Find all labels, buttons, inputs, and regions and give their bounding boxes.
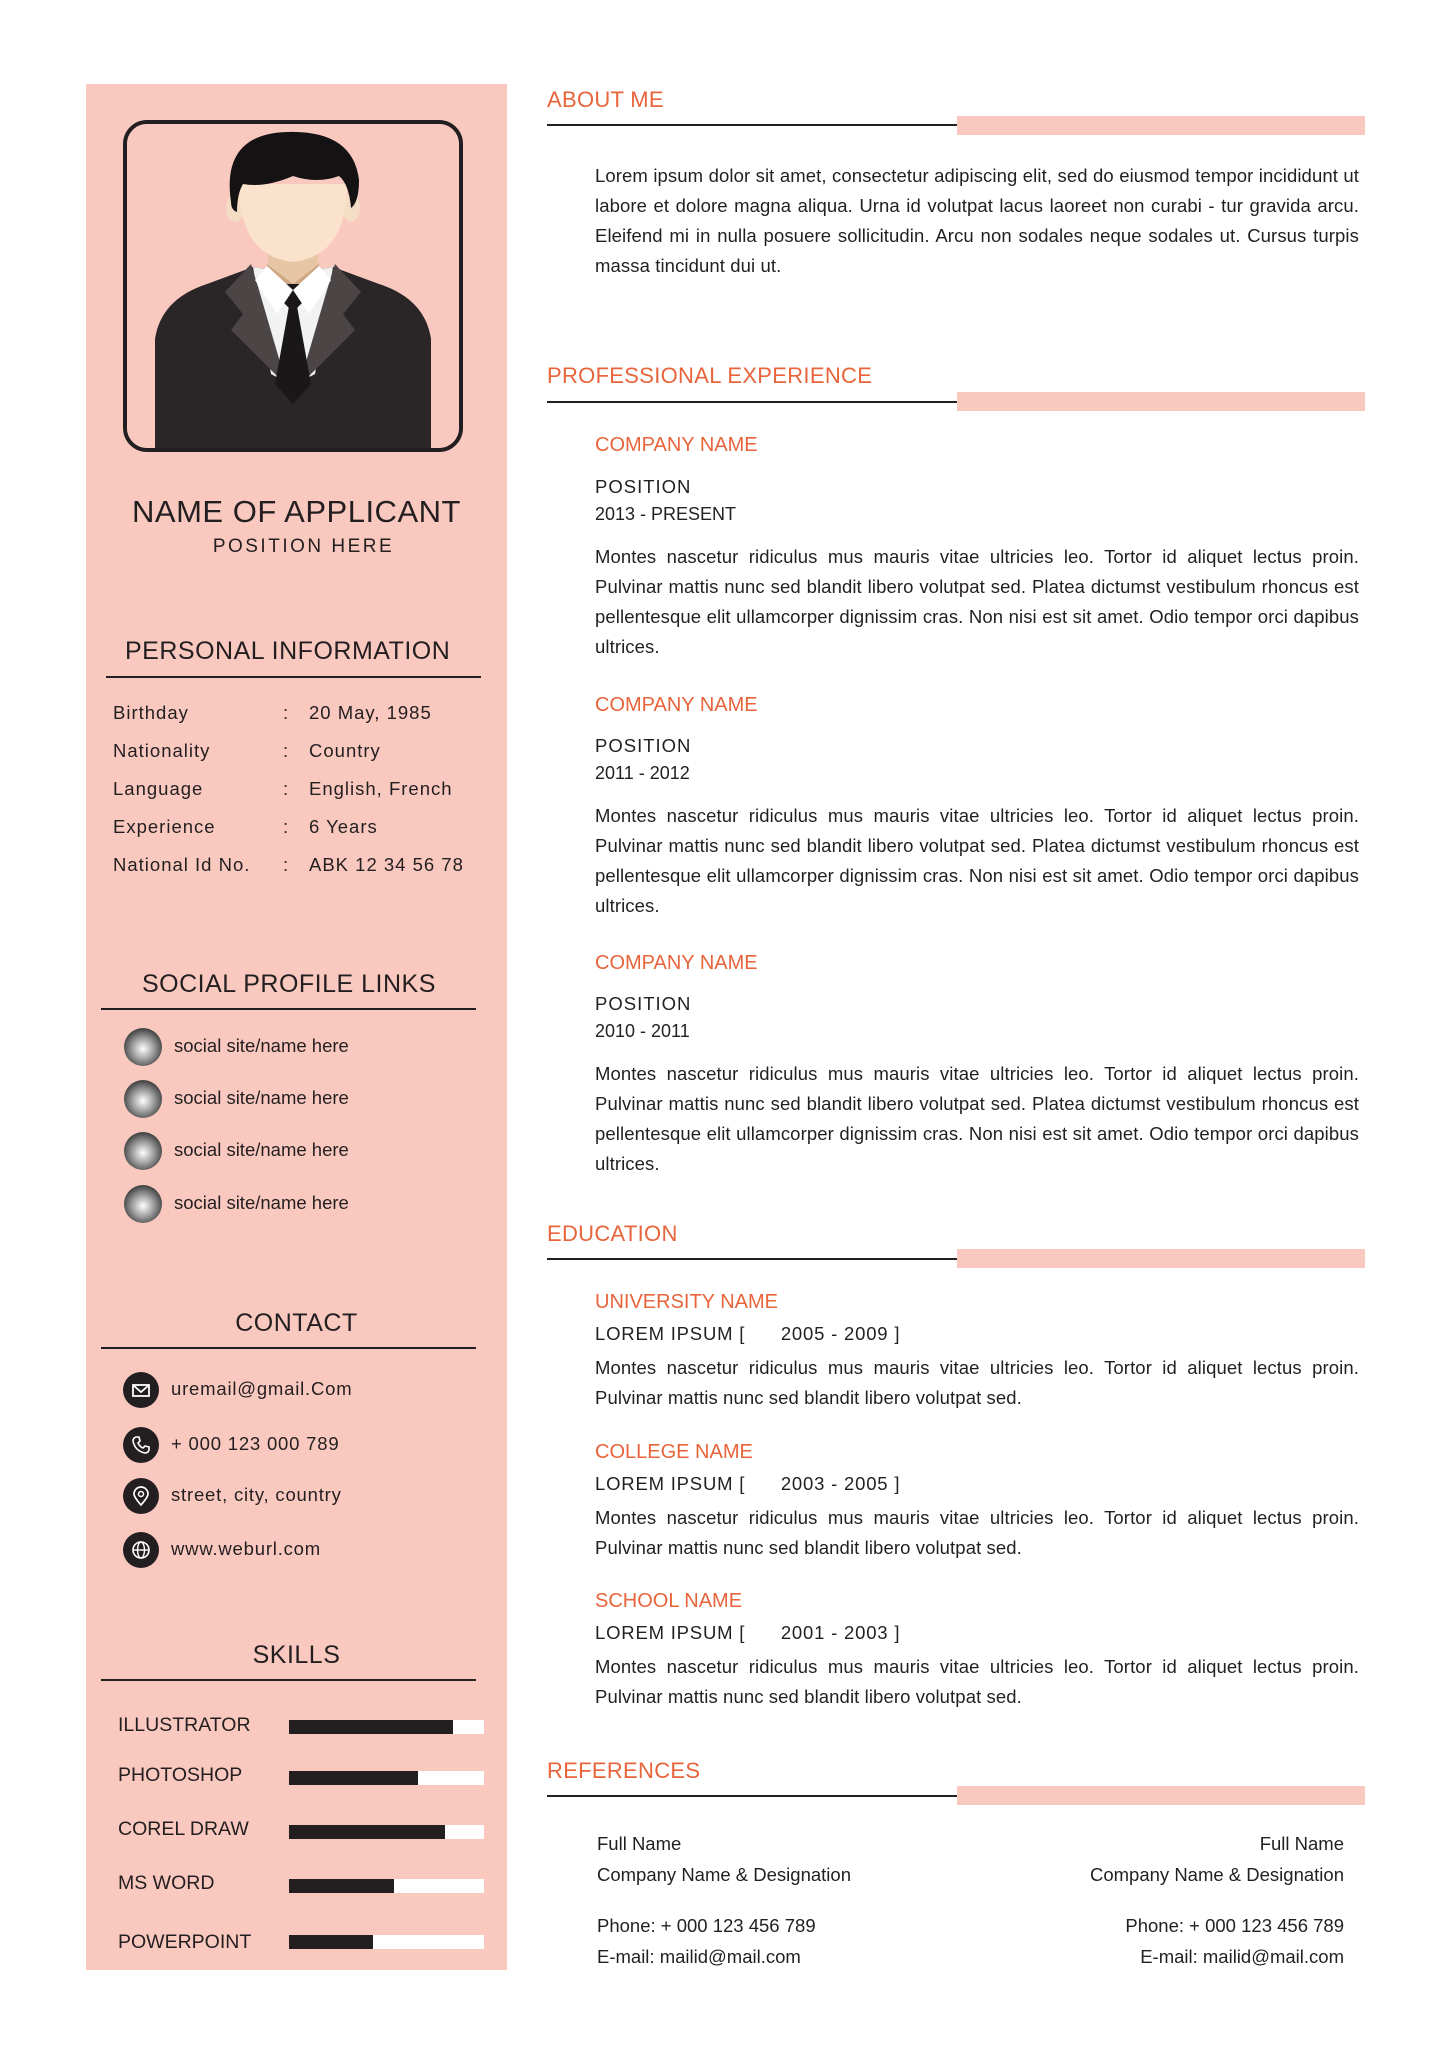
education-school: SCHOOL NAME (595, 1590, 743, 1612)
education-heading: EDUCATION (547, 1221, 678, 1246)
job-position: POSITION (595, 735, 692, 756)
education-description: Montes nascetur ridiculus mus mauris vitae ultricies leo. Tortor id aliquet lectus proin. Pulvinar mattis nunc sed blandit libero volutpat sed. (595, 1656, 1359, 1707)
reference-company: Company Name & Designation (1090, 1864, 1344, 1885)
skill-bar-fill (289, 1825, 445, 1839)
job-company: COMPANY NAME (595, 952, 758, 974)
contact-address-text: street, city, country (171, 1484, 342, 1505)
info-colon: : (283, 740, 290, 761)
contact-heading: CONTACT (235, 1309, 358, 1337)
skill-label: COREL DRAW (118, 1818, 249, 1840)
job-description: Montes nascetur ridiculus mus mauris vitae ultricies leo. Tortor id aliquet lectus proin. Pulvinar mattis nunc sed blandit libero volutpat sed. Platea dictumst vestibulum rhoncus est pellentesque elit ullamcorper dignissim cras. Non nisi est sit amet. Odio tempor orci dapibus ultrices. (595, 1063, 1359, 1174)
reference-company: Company Name & Designation (597, 1864, 851, 1885)
education-accent-band (957, 1249, 1365, 1268)
education-description: Montes nascetur ridiculus mus mauris vitae ultricies leo. Tortor id aliquet lectus proin. Pulvinar mattis nunc sed blandit libero volutpat sed. (595, 1507, 1359, 1558)
education-divider (547, 1258, 957, 1260)
contact-phone[interactable] (123, 1427, 453, 1463)
experience-accent-band (957, 392, 1365, 411)
skill-bar (289, 1720, 484, 1734)
info-label: Experience (113, 816, 216, 837)
job-dates: 2011 - 2012 (595, 763, 690, 783)
social-link-label[interactable]: social site/name here (174, 1035, 349, 1056)
info-colon: : (283, 854, 290, 875)
skill-label: POWERPOINT (118, 1931, 252, 1953)
reference-email[interactable]: E-mail: mailid@mail.com (597, 1946, 801, 1967)
experience-divider (547, 401, 957, 403)
education-years: LOREM IPSUM [ 2001 - 2003 ] (595, 1622, 901, 1643)
social-link-label[interactable]: social site/name here (174, 1192, 349, 1213)
applicant-name: NAME OF APPLICANT (132, 494, 461, 529)
applicant-position: POSITION HERE (212, 536, 395, 557)
skill-bar-fill (289, 1879, 394, 1893)
reference-phone: Phone: + 000 123 456 789 (1125, 1915, 1344, 1936)
info-value: 20 May, 1985 (309, 702, 432, 723)
contact-phone-text[interactable]: + 000 123 000 789 (171, 1433, 340, 1454)
education-years: LOREM IPSUM [ 2003 - 2005 ] (595, 1473, 901, 1494)
reference-card (1090, 1828, 1344, 1972)
personal-info-divider (106, 676, 481, 678)
social-links-divider (101, 1008, 476, 1010)
contact-address (123, 1478, 453, 1514)
personal-info-heading: PERSONAL INFORMATION (125, 637, 451, 665)
reference-phone: Phone: + 000 123 456 789 (597, 1915, 816, 1936)
references-heading: REFERENCES (547, 1758, 701, 1783)
skill-bar-fill (289, 1771, 418, 1785)
skill-bar (289, 1771, 484, 1785)
job-description: Montes nascetur ridiculus mus mauris vitae ultricies leo. Tortor id aliquet lectus proin. Pulvinar mattis nunc sed blandit libero volutpat sed. Platea dictumst vestibulum rhoncus est pellentesque elit ullamcorper dignissim cras. Non nisi est sit amet. Odio tempor orci dapibus ultrices. (595, 805, 1359, 916)
contact-email[interactable] (123, 1372, 453, 1408)
info-colon: : (283, 816, 290, 837)
job-position: POSITION (595, 476, 692, 497)
info-value: 6 Years (309, 816, 378, 837)
social-link-label[interactable]: social site/name here (174, 1139, 349, 1160)
skills-heading: SKILLS (252, 1641, 341, 1669)
education-description: Montes nascetur ridiculus mus mauris vitae ultricies leo. Tortor id aliquet lectus proin. Pulvinar mattis nunc sed blandit libero volutpat sed. (595, 1357, 1359, 1408)
social-link-label[interactable]: social site/name here (174, 1087, 349, 1108)
education-school: COLLEGE NAME (595, 1441, 753, 1463)
job-description: Montes nascetur ridiculus mus mauris vitae ultricies leo. Tortor id aliquet lectus proin. Pulvinar mattis nunc sed blandit libero volutpat sed. Platea dictumst vestibulum rhoncus est pellentesque elit ullamcorper dignissim cras. Non nisi est sit amet. Odio tempor orci dapibus ultrices. (595, 546, 1359, 657)
info-colon: : (283, 778, 290, 799)
job-company: COMPANY NAME (595, 694, 758, 716)
skill-label: ILLUSTRATOR (118, 1714, 251, 1736)
skill-bar (289, 1825, 484, 1839)
job-position: POSITION (595, 993, 692, 1014)
about-divider (547, 124, 957, 126)
skills-divider (101, 1679, 476, 1681)
social-bullet-icon (124, 1080, 162, 1118)
skill-label: PHOTOSHOP (118, 1764, 243, 1786)
skill-bar (289, 1935, 484, 1949)
globe-icon (123, 1532, 159, 1568)
references-divider (547, 1795, 957, 1797)
job-company: COMPANY NAME (595, 434, 758, 456)
mail-icon (123, 1372, 159, 1408)
social-bullet-icon (124, 1185, 162, 1223)
info-label: Language (113, 778, 204, 799)
experience-heading: PROFESSIONAL EXPERIENCE (547, 363, 873, 388)
social-bullet-icon (124, 1028, 162, 1066)
about-accent-band (957, 116, 1365, 135)
info-label: Birthday (113, 702, 189, 723)
skill-bar-fill (289, 1720, 453, 1734)
social-bullet-icon (124, 1132, 162, 1170)
social-link-item[interactable] (124, 1028, 444, 1068)
reference-name: Full Name (597, 1833, 682, 1854)
about-text: Lorem ipsum dolor sit amet, consectetur adipiscing elit, sed do eiusmod tempor incididunt ut labore et dolore magna aliqua. Urna id volutpat lacus laoreet non curabi - tur gravida arcu. Eleifend mi in nulla posuere sollicitudin. Arcu non sodales neque sodales ut. Cursus turpis massa tincidunt dui ut. (595, 165, 1359, 276)
job-dates: 2013 - PRESENT (595, 504, 737, 524)
contact-web[interactable] (123, 1532, 453, 1568)
person-avatar-icon (127, 124, 459, 448)
info-value: Country (309, 740, 381, 761)
location-pin-icon (123, 1478, 159, 1514)
reference-card (597, 1828, 851, 1972)
info-value: English, French (309, 778, 453, 799)
social-link-item[interactable] (124, 1132, 444, 1172)
skill-bar-fill (289, 1935, 373, 1949)
skill-bar (289, 1879, 484, 1893)
social-links-heading: SOCIAL PROFILE LINKS (142, 970, 436, 998)
info-label: National Id No. (113, 854, 251, 875)
references-accent-band (957, 1786, 1365, 1805)
info-value: ABK 12 34 56 78 (309, 854, 464, 875)
contact-email-text[interactable]: uremail@gmail.Com (171, 1378, 353, 1399)
education-school: UNIVERSITY NAME (595, 1291, 778, 1313)
about-heading: ABOUT ME (547, 87, 664, 112)
profile-photo-avatar (123, 120, 463, 452)
info-colon: : (283, 702, 290, 723)
reference-name: Full Name (1259, 1833, 1344, 1854)
contact-web-text[interactable]: www.weburl.com (171, 1538, 321, 1559)
phone-icon (123, 1427, 159, 1463)
social-link-item[interactable] (124, 1080, 444, 1120)
skill-label: MS WORD (118, 1872, 215, 1894)
info-label: Nationality (113, 740, 211, 761)
reference-email[interactable]: E-mail: mailid@mail.com (1140, 1946, 1344, 1967)
education-years: LOREM IPSUM [ 2005 - 2009 ] (595, 1323, 901, 1344)
job-dates: 2010 - 2011 (595, 1021, 690, 1041)
contact-divider (101, 1347, 476, 1349)
social-link-item[interactable] (124, 1185, 444, 1225)
